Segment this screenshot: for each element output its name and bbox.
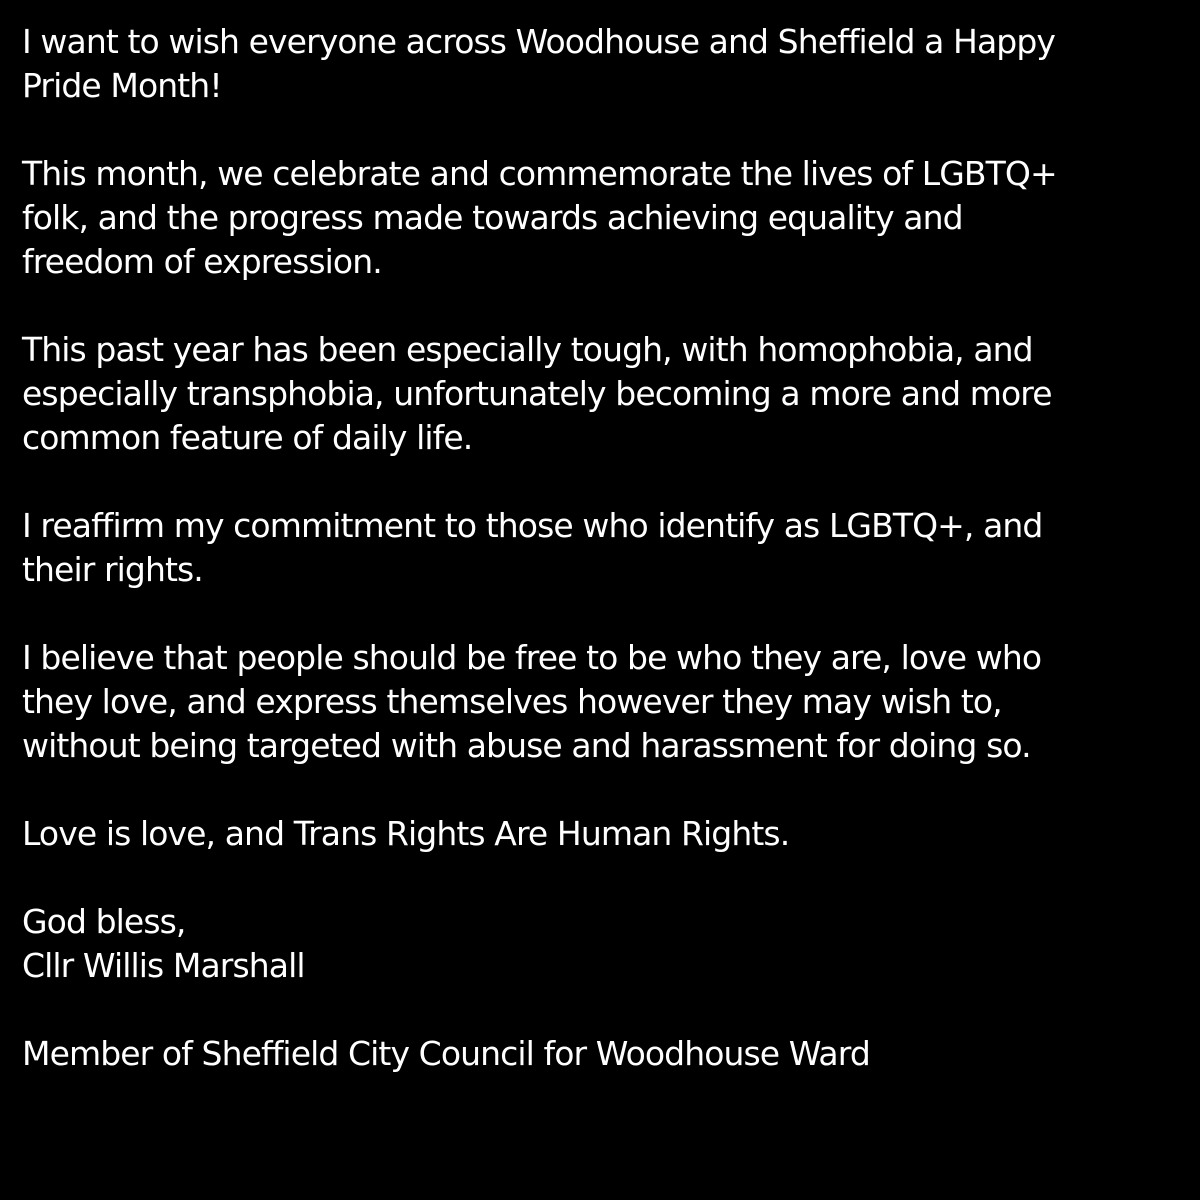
text-line: common feature of daily life.	[22, 418, 473, 457]
paragraph-greeting	[22, 20, 1187, 108]
statement-body	[22, 20, 1187, 1120]
text-line: This month, we celebrate and commemorate the lives of LGBTQ+	[22, 154, 1057, 193]
text-line: I want to wish everyone across Woodhouse and Sheffield a Happy	[22, 22, 1056, 61]
text-line: freedom of expression.	[22, 242, 382, 281]
paragraph-commitment	[22, 504, 1187, 592]
paragraph-belief	[22, 636, 1187, 768]
role-text: Member of Sheffield City Council for Woodhouse Ward	[22, 1034, 870, 1073]
text-line: I reaffirm my commitment to those who identify as LGBTQ+, and	[22, 506, 1043, 545]
signoff-name: Cllr Willis Marshall	[22, 946, 305, 985]
paragraph-celebration	[22, 152, 1187, 284]
text-line: Pride Month!	[22, 66, 222, 105]
signoff-closing: God bless,	[22, 902, 186, 941]
text-line: I believe that people should be free to be who they are, love who	[22, 638, 1042, 677]
text-line: folk, and the progress made towards achieving equality and	[22, 198, 963, 237]
text-line: they love, and express themselves however they may wish to,	[22, 682, 1002, 721]
text-line: especially transphobia, unfortunately becoming a more and more	[22, 374, 1052, 413]
text-line: Love is love, and Trans Rights Are Human Rights.	[22, 814, 790, 853]
text-line: their rights.	[22, 550, 203, 589]
text-line: without being targeted with abuse and harassment for doing so.	[22, 726, 1031, 765]
paragraph-past-year	[22, 328, 1187, 460]
role-line	[22, 1032, 1187, 1076]
text-line: This past year has been especially tough, with homophobia, and	[22, 330, 1033, 369]
signoff	[22, 900, 1187, 988]
paragraph-slogan	[22, 812, 1187, 856]
